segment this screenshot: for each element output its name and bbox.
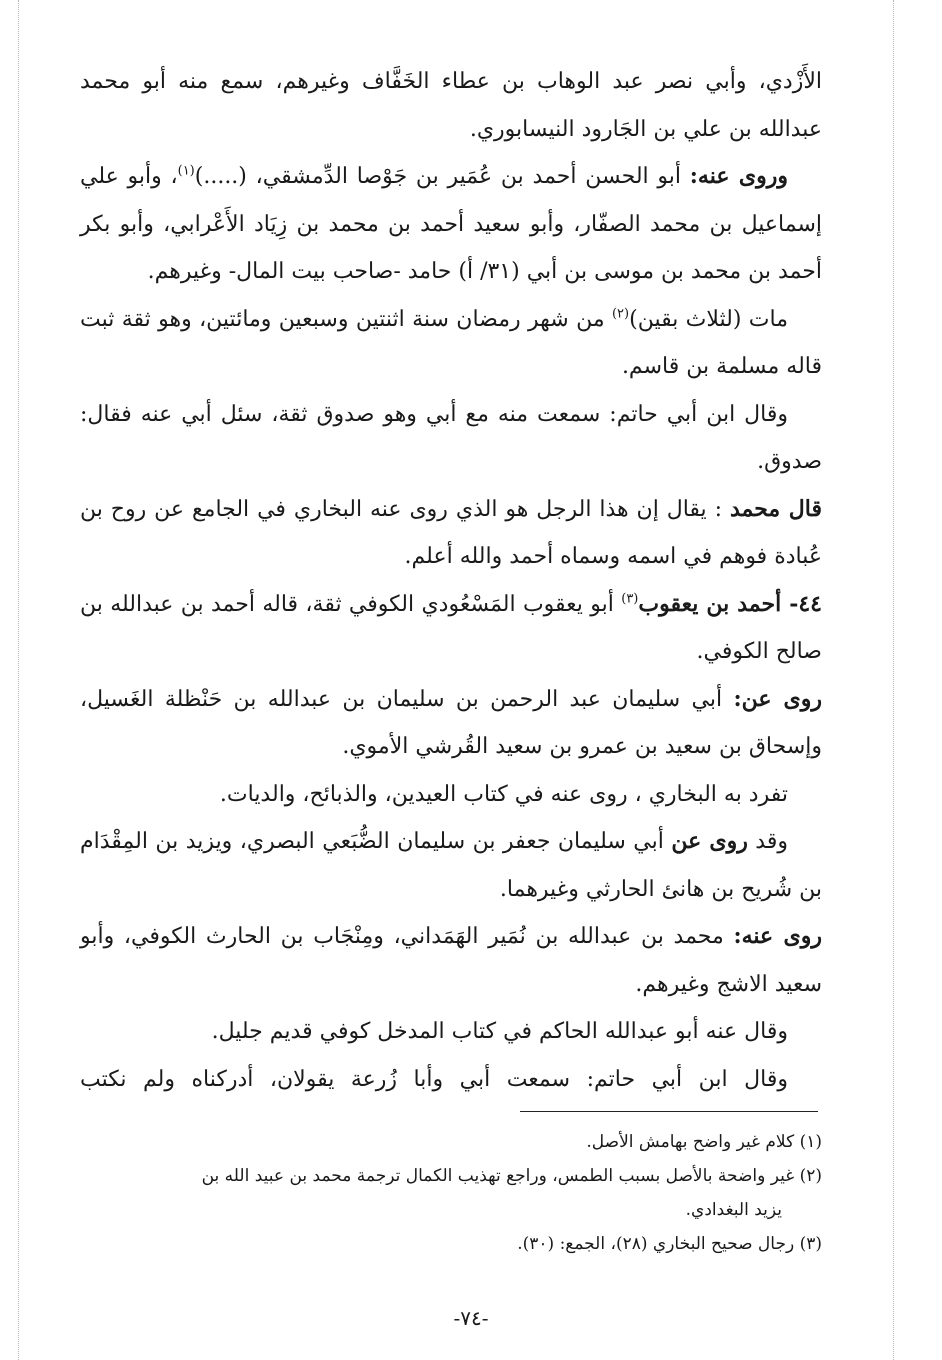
paragraph-2 xyxy=(80,153,822,296)
paragraph-4 xyxy=(80,391,822,486)
paragraph-5 xyxy=(80,486,822,581)
rawa-an-label-2: روى عن xyxy=(671,828,748,854)
paragraph-3-text-b: من شهر رمضان سنة اثنتين وسبعين ومائتين، وهو ثقة ثبت قاله مسلمة بن قاسم. xyxy=(80,306,822,379)
entry-44-text: أبو يعقوب المَسْعُودي الكوفي ثقة، قاله أحمد بن عبدالله بن صالح الكوفي. xyxy=(80,591,822,664)
footnote-1-number: (١) xyxy=(799,1132,822,1152)
footnote-2-number: (٢) xyxy=(799,1166,822,1186)
paragraph-9-text-b: أبي سليمان جعفر بن سليمان الضُّبَعي البصري، ويزيد بن المِقْدَام بن شُريح بن هانئ الحارثي وغيرهما. xyxy=(80,829,822,902)
paragraph-2-text-a: أبو الحسن أحمد بن عُمَير بن جَوْصا الدِّمشقي، (.....) xyxy=(194,164,690,189)
footnote-separator xyxy=(520,1111,818,1112)
paragraph-1 xyxy=(80,58,822,153)
footnote-3-number: (٣) xyxy=(799,1234,822,1254)
main-text xyxy=(80,58,822,1103)
footnote-3-text: رجال صحيح البخاري (٢٨)، الجمع: (٣٠). xyxy=(517,1234,795,1254)
footnote-2 xyxy=(80,1159,822,1193)
rawa-anhu-label: روى عنه: xyxy=(733,923,822,949)
footnotes xyxy=(80,1125,822,1261)
page-number: -٧٤- xyxy=(453,1306,489,1330)
paragraph-1-text: الأَزْدي، وأبي نصر عبد الوهاب بن عطاء الخَفَّاف وغيرهم، سمع منه أبو محمد عبدالله بن علي بن الجَارود النيسابوري. xyxy=(80,69,822,142)
entry-44 xyxy=(80,581,822,676)
paragraph-10-text: محمد بن عبدالله بن نُمَير الهَمَداني، ومِنْجَاب بن الحارث الكوفي، وأبو سعيد الاشج وغيرهم. xyxy=(80,924,822,997)
paragraph-9-text-a: وقد xyxy=(747,829,788,854)
footnote-ref-3[interactable]: (٣) xyxy=(621,591,639,607)
paragraph-12-text: وقال ابن أبي حاتم: سمعت أبي وأبا زُرعة يقولان، أدركناه ولم نكتب xyxy=(80,1066,788,1092)
footnote-1-text: كلام غير واضح بهامش الأصل. xyxy=(586,1132,795,1152)
footnote-ref-2[interactable]: (٢) xyxy=(611,306,630,322)
entry-44-heading: ٤٤- أحمد بن يعقوب xyxy=(638,590,822,617)
paragraph-7 xyxy=(80,676,822,771)
paragraph-3-text-a: مات (لثلاث بقين) xyxy=(629,306,789,332)
right-margin-guide xyxy=(893,0,894,1360)
footnote-2-text: غير واضحة بالأصل بسبب الطمس، وراجع تهذيب الكمال ترجمة محمد بن عبيد الله بن xyxy=(201,1166,795,1186)
paragraph-3 xyxy=(80,296,822,391)
footnote-3 xyxy=(80,1227,822,1261)
rawa-an-label: روى عن: xyxy=(733,685,822,712)
paragraph-8 xyxy=(80,771,822,819)
rawi-label: وروى عنه: xyxy=(689,163,789,189)
paragraph-12 xyxy=(80,1056,822,1104)
footnote-ref-1[interactable]: (١) xyxy=(177,163,195,179)
footnote-1 xyxy=(80,1125,822,1159)
paragraph-11 xyxy=(80,1008,822,1056)
qala-muhammad-label: قال محمد xyxy=(729,495,822,522)
paragraph-11-text: وقال عنه أبو عبدالله الحاكم في كتاب المدخل كوفي قديم جليل. xyxy=(211,1019,788,1044)
footnote-2-continuation xyxy=(80,1193,822,1227)
paragraph-2-text-b: ، وأبو علي إسماعيل بن محمد الصفّار، وأبو سعيد أحمد بن محمد بن زِيَاد الأَعْرابي، وأبو بكر أحمد بن محمد بن موسى بن أبي (٣١/ أ) حامد -صاحب بيت المال- وغيرهم. xyxy=(80,164,822,284)
footnote-2-cont-text: يزيد البغدادي. xyxy=(685,1200,782,1220)
paragraph-7-text: أبي سليمان عبد الرحمن بن سليمان بن عبدالله بن حَنْظلة الغَسيل، وإسحاق بن سعيد بن عمرو بن سعيد القُرشي الأموي. xyxy=(80,686,822,759)
paragraph-10 xyxy=(80,913,822,1008)
paragraph-4-text: وقال ابن أبي حاتم: سمعت منه مع أبي وهو صدوق ثقة، سئل أبي عنه فقال: صدوق. xyxy=(80,401,822,474)
paragraph-5-text: : يقال إن هذا الرجل هو الذي روى عنه البخاري في الجامع عن روح بن عُبادة فوهم في اسمه وسماه أحمد والله أعلم. xyxy=(80,496,822,569)
paragraph-8-text: تفرد به البخاري ، روى عنه في كتاب العيدين، والذبائح، والديات. xyxy=(219,781,788,807)
left-margin-guide xyxy=(18,0,19,1360)
paragraph-9 xyxy=(80,818,822,913)
